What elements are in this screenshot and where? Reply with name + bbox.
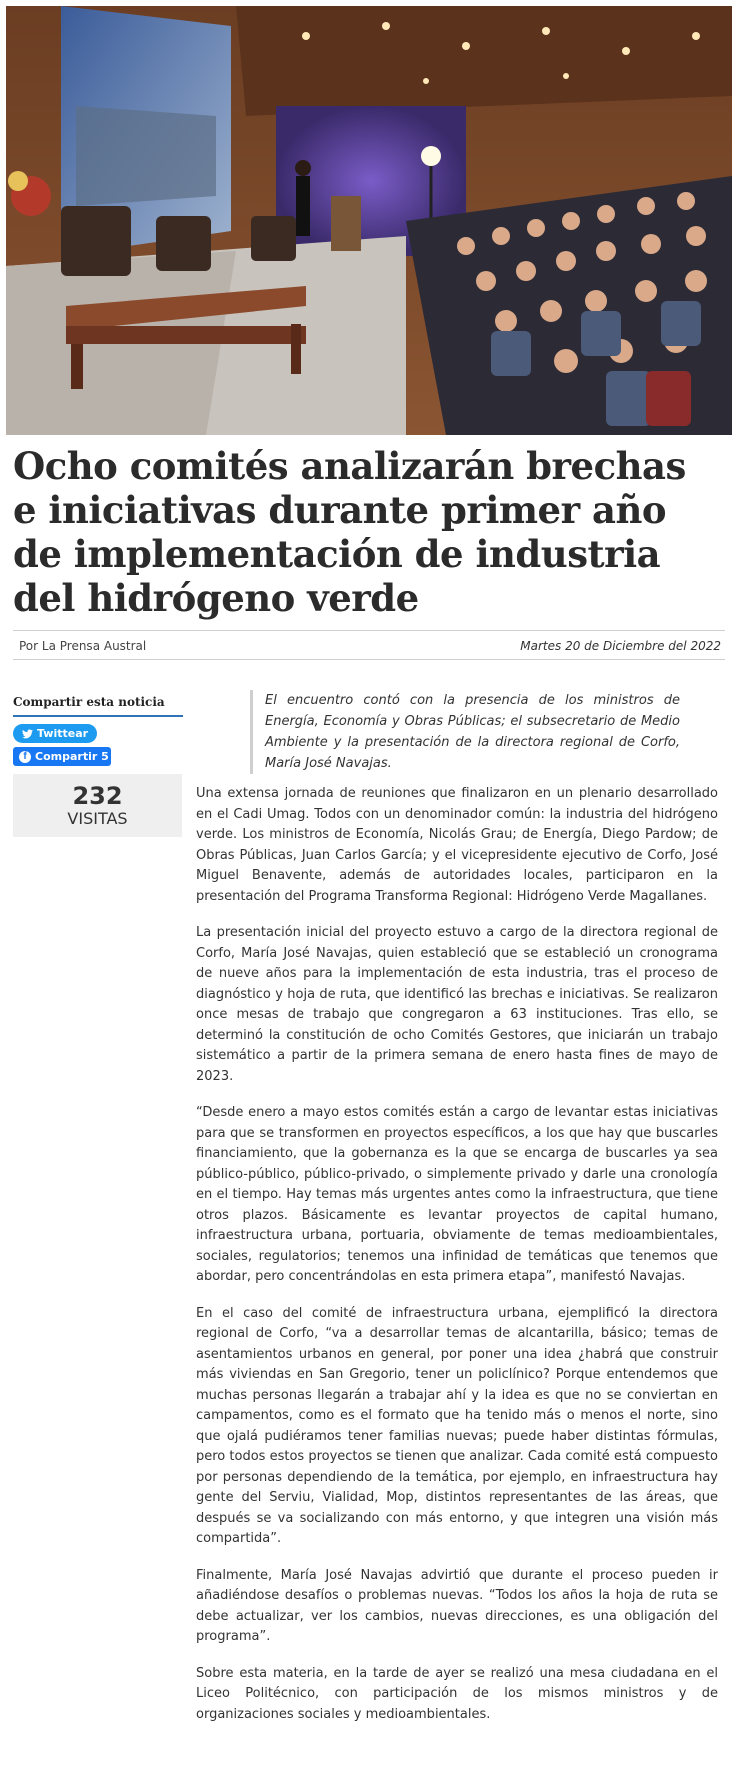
article-lead: El encuentro contó con la presencia de los ministros de Energía, Economía y Obras Públicas; el subsecretario de Medio Ambiente y la presentación de la directora regional de Corfo, María José Navajas. <box>250 690 680 774</box>
auditorium-image <box>6 6 732 435</box>
body-paragraph: Sobre esta materia, en la tarde de ayer se realizó una mesa ciudadana en el Liceo Politécnico, con participación de los mismos ministros y de organizaciones sociales y medioambientales. <box>196 1665 718 1722</box>
twitter-bird-icon <box>22 729 33 739</box>
twitter-label: Twittear <box>37 727 89 740</box>
facebook-share-button[interactable] <box>13 747 111 766</box>
facebook-icon: f <box>19 751 31 763</box>
visits-label: VISITAS <box>67 809 128 828</box>
article-title: Ocho comités analizarán brechas e iniciativas durante primer año de implementación de industria del hidrógeno verde <box>13 444 686 620</box>
hero-photo <box>6 6 732 435</box>
visits-count: 232 <box>72 782 123 810</box>
article-date: Martes 20 de Diciembre del 2022 <box>520 639 721 653</box>
body-paragraph: Finalmente, María José Navajas advirtió que durante el proceso pueden ir añadiéndose desafíos o problemas nuevas. “Todos los años la hoja de ruta se debe actualizar, ver los cambios, nuevas direcciones, es una obligación del programa”. <box>196 1567 718 1644</box>
body-paragraph: “Desde enero a mayo estos comités están a cargo de levantar estas iniciativas para que se transformen en proyectos específicos, a los que hay que buscarles financiamiento, que la gobernanza es la que se encarga de buscarles ya sea público-público, público-privado, o simplemente privado y darle una cronología en el tiempo. Hay temas más urgentes antes como la infraestructura, que tiene otros plazos. Básicamente es levantar proyectos de capital humano, infraestructura urbana, portuaria, obviamente de temas medioambientales, sociales, regulatorios; tenemos una infinidad de temáticas que tenemos que abordar, pero concentrándolas en esta primera etapa”, manifestó Navajas. <box>196 1105 718 1284</box>
body-paragraph: Una extensa jornada de reuniones que finalizaron en un plenario desarrollado en el Cadi Umag. Todos con un denominador común: la industria del hidrógeno verde. Los ministros de Economía, Nicolás Grau; de Energía, Diego Pardow; de Obras Públicas, Juan Carlos García; y el vicepresidente ejecutivo de Corfo, José Miguel Benavente, además de autoridades locales, participaron en la presentación del Programa Transforma Regional: Hidrógeno Verde Magallanes. <box>196 786 718 904</box>
facebook-label: Compartir 5 <box>35 750 109 763</box>
body-paragraph: La presentación inicial del proyecto estuvo a cargo de la directora regional de Corfo, María José Navajas, quien estableció que se estableció un cronograma de nueve años para la implementación de esta industria, tras el proceso de diagnóstico y hoja de ruta, que identificó las brechas e iniciativas. Se realizaron once mesas de trabajo que congregaron a 63 instituciones. Tras ello, se determinó la constitución de ocho Comités Gestores, que iniciarán un trabajo sistemático a partir de la primera semana de enero hasta fines de mayo de 2023. <box>196 925 718 1084</box>
byline-bar <box>13 630 725 660</box>
article-body <box>196 784 718 1741</box>
visits-box <box>13 774 182 837</box>
body-paragraph: En el caso del comité de infraestructura urbana, ejemplificó la directora regional de Corfo, “va a desarrollar temas de alcantarilla, básico; temas de asentamientos urbanos en general, por poner una idea ¿habrá que construir más viviendas en San Gregorio, tener un policlínico? Porque entendemos que muchas personas llegarán a trabajar ahí y la idea es que no se conviertan en campamentos, como es el formato que ha tenido más o menos el norte, sino que ojalá pudiéramos tener familias nuevas; puede haber distintas fórmulas, pero todos estos proyectos se tienen que analizar. Cada comité está compuesto por personas dependiendo de la temática, por ejemplo, en infraestructura hay gente del Serviu, Vialidad, Mop, distintos representantes de las áreas, que después se va socializando con más entorno, y que integren una visión más compartida”. <box>196 1305 718 1546</box>
article-author: Por La Prensa Austral <box>19 639 147 653</box>
share-heading: Compartir esta noticia <box>13 695 183 717</box>
twitter-share-button[interactable] <box>13 724 97 743</box>
